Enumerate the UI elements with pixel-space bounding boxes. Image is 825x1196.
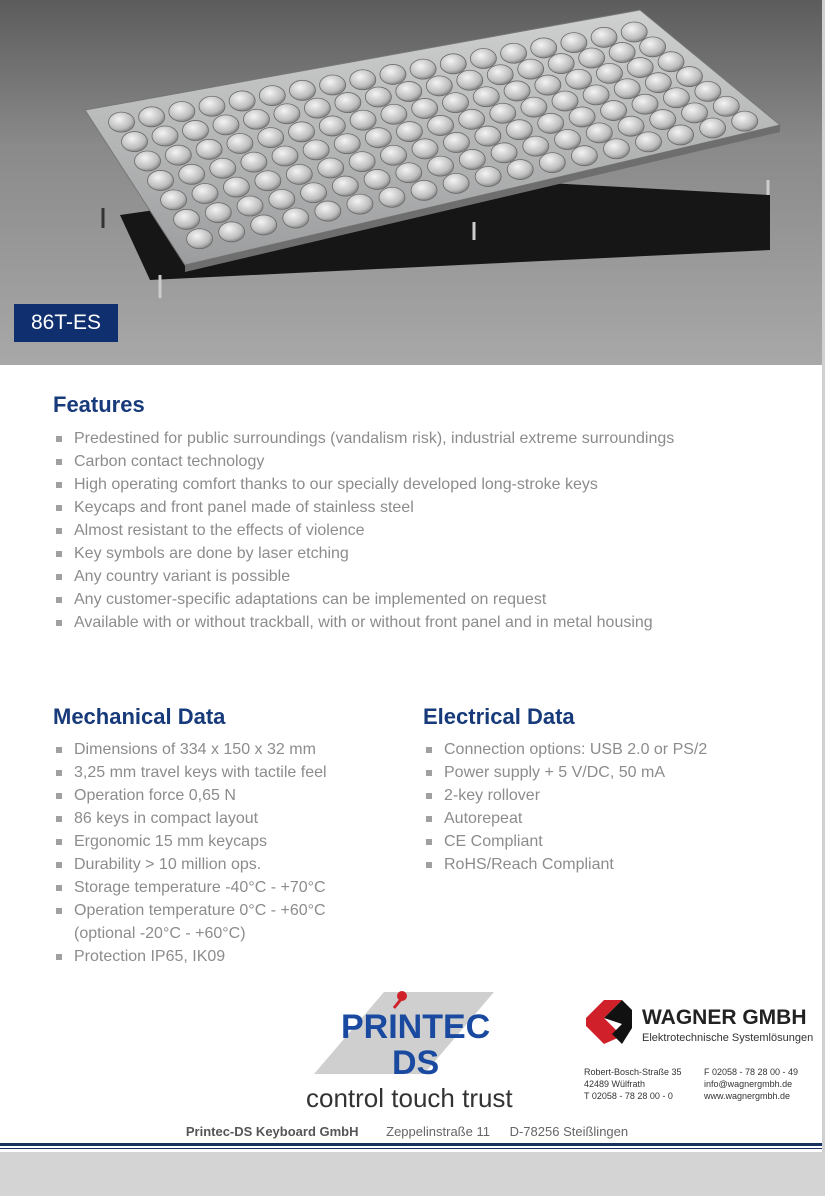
keycap <box>475 126 501 146</box>
feature-item: Any customer-specific adaptations can be implemented on request <box>54 588 804 611</box>
printec-name: PRINTEC <box>341 1008 491 1046</box>
mechanical-item: Storage temperature -40°C - +70°C <box>54 876 394 899</box>
keycap <box>518 59 544 79</box>
keycap <box>561 33 587 53</box>
keycap <box>440 54 466 74</box>
feature-item: Available with or without trackball, with or without front panel and in metal housing <box>54 611 804 634</box>
features-list <box>54 427 804 634</box>
feature-item: High operating comfort thanks to our specially developed long-stroke keys <box>54 473 804 496</box>
keycap <box>349 152 375 172</box>
keycap <box>213 115 239 135</box>
keycap <box>365 87 391 107</box>
feature-item: Carbon contact technology <box>54 450 804 473</box>
keycap <box>548 54 574 74</box>
keycap <box>396 81 422 101</box>
keycap <box>632 94 658 114</box>
keycap <box>614 79 640 99</box>
keycap <box>601 101 627 121</box>
keycap <box>586 123 612 143</box>
keycap <box>658 52 684 72</box>
keycap <box>192 184 218 204</box>
keycap <box>531 38 557 58</box>
keycap <box>627 58 653 78</box>
mechanical-item: Operation temperature 0°C - +60°C <box>54 899 394 922</box>
keycap <box>161 190 187 210</box>
keycap <box>732 111 758 131</box>
keycap <box>303 140 329 160</box>
keycap <box>411 180 437 200</box>
keycap <box>490 103 516 123</box>
mechanical-item: (optional -20°C - +60°C) <box>74 925 246 942</box>
feature-item: Any country variant is possible <box>54 565 804 588</box>
wagner-contact <box>704 1066 798 1102</box>
keycap <box>443 132 469 152</box>
keycap <box>428 156 454 176</box>
wagner-phone: T 02058 - 78 28 00 - 0 <box>584 1091 673 1101</box>
keycap <box>539 153 565 173</box>
wagner-fax: F 02058 - 78 28 00 - 49 <box>704 1067 799 1077</box>
keycap <box>243 109 269 129</box>
keycap <box>381 104 407 124</box>
keycap <box>507 160 533 180</box>
keycap <box>491 143 517 163</box>
company-address-line <box>0 1124 822 1139</box>
keycap <box>583 85 609 105</box>
keycap <box>459 149 485 169</box>
mechanical-item: Ergonomic 15 mm keycaps <box>54 830 394 853</box>
keycap <box>347 194 373 214</box>
keycap <box>219 222 245 242</box>
keycap <box>566 69 592 89</box>
keycap <box>139 107 165 127</box>
keycap <box>428 115 454 135</box>
keycap <box>650 110 676 130</box>
keycap <box>523 136 549 156</box>
keycap <box>315 201 341 221</box>
keycap <box>241 152 267 172</box>
keycap <box>442 93 468 113</box>
keycap <box>700 118 726 138</box>
keycap <box>286 164 312 184</box>
keycap <box>609 42 635 62</box>
keycap <box>320 75 346 95</box>
mechanical-item: Operation force 0,65 N <box>54 784 394 807</box>
electrical-list <box>424 738 804 876</box>
keycap <box>269 189 295 209</box>
keycap <box>199 96 225 116</box>
keycap <box>148 170 174 190</box>
wagner-city: 42489 Wülfrath <box>584 1079 646 1089</box>
keycap <box>332 176 358 196</box>
keycap <box>473 87 499 107</box>
keycap <box>187 229 213 249</box>
keycap <box>379 187 405 207</box>
keycap <box>259 86 285 106</box>
keycap <box>668 125 694 145</box>
keycap <box>470 49 496 69</box>
electrical-item: Power supply + 5 V/DC, 50 mA <box>424 761 804 784</box>
keycap <box>182 120 208 140</box>
features-title: Features <box>53 392 145 417</box>
keycap <box>196 139 222 159</box>
keycap <box>335 93 361 113</box>
keycap <box>535 75 561 95</box>
keycap <box>334 134 360 154</box>
keycap <box>663 88 689 108</box>
wagner-subtitle: Elektrotechnische Systemlösungen <box>642 1032 814 1044</box>
electrical-item: Autorepeat <box>424 807 804 830</box>
keycap <box>174 209 200 229</box>
keycap <box>475 166 501 186</box>
keycap <box>555 130 581 150</box>
keycap <box>443 173 469 193</box>
keycap <box>396 163 422 183</box>
mechanical-title: Mechanical Data <box>53 704 226 729</box>
keycap <box>227 133 253 153</box>
keycap <box>109 112 135 132</box>
keycap <box>318 158 344 178</box>
mechanical-item: Dimensions of 334 x 150 x 32 mm <box>54 738 394 761</box>
electrical-item: CE Compliant <box>424 830 804 853</box>
keycap <box>569 107 595 127</box>
keycap <box>223 177 249 197</box>
keycap <box>396 122 422 142</box>
printec-ds: DS <box>392 1044 440 1082</box>
keycap <box>304 98 330 118</box>
keycap <box>380 64 406 84</box>
electrical-item: RoHS/Reach Compliant <box>424 853 804 876</box>
keycap <box>552 91 578 111</box>
keycap <box>165 145 191 165</box>
wagner-email[interactable]: info@wagnergmbh.de <box>704 1079 793 1089</box>
keycap <box>319 116 345 136</box>
footer-rule <box>0 1143 822 1146</box>
feature-item: Predestined for public surroundings (vandalism risk), industrial extreme surroundings <box>54 427 804 450</box>
keycap <box>521 97 547 117</box>
keycap <box>283 208 309 228</box>
keycap <box>621 22 647 42</box>
keycap <box>538 113 564 133</box>
keycap <box>579 48 605 68</box>
keycap <box>272 146 298 166</box>
keycap <box>152 126 178 146</box>
mechanical-list <box>54 738 394 968</box>
mechanical-item: Durability > 10 million ops. <box>54 853 394 876</box>
feature-item: Almost resistant to the effects of violence <box>54 519 804 542</box>
keycap <box>237 196 263 216</box>
keycap <box>381 145 407 165</box>
keycap <box>289 80 315 100</box>
keycap <box>487 65 513 85</box>
keycap <box>205 203 231 223</box>
keycap <box>635 132 661 152</box>
keycap <box>618 116 644 136</box>
footer-company: Printec-DS Keyboard GmbH <box>185 1124 359 1139</box>
keycap <box>591 27 617 47</box>
keycap <box>676 67 702 87</box>
keycap <box>210 158 236 178</box>
keycap <box>274 104 300 124</box>
footer-street: Zeppelinstraße 11 <box>386 1124 490 1139</box>
keycap <box>682 103 708 123</box>
keycap <box>255 171 281 191</box>
keycap <box>179 164 205 184</box>
feature-item: Key symbols are done by laser etching <box>54 542 804 565</box>
keycap <box>426 76 452 96</box>
keycap <box>457 70 483 90</box>
keycap <box>506 120 532 140</box>
keycap <box>640 37 666 57</box>
keycap <box>289 122 315 142</box>
keycap <box>350 70 376 90</box>
printec-tagline: control touch trust <box>306 1083 513 1113</box>
keycap <box>122 132 148 152</box>
keycap <box>135 151 161 171</box>
wagner-emblem <box>586 1000 632 1044</box>
keycap <box>713 96 739 116</box>
feature-item: Keycaps and front panel made of stainless steel <box>54 496 804 519</box>
keycap <box>571 146 597 166</box>
mechanical-item: 3,25 mm travel keys with tactile feel <box>54 761 394 784</box>
keycap <box>412 139 438 159</box>
keycap <box>596 63 622 83</box>
model-badge: 86T-ES <box>14 304 118 342</box>
keycap <box>229 91 255 111</box>
keycap <box>251 215 277 235</box>
keyboard-illustration <box>0 0 825 365</box>
wagner-address <box>584 1066 682 1102</box>
electrical-item: 2-key rollover <box>424 784 804 807</box>
keycap <box>695 81 721 101</box>
mechanical-item: Protection IP65, IK09 <box>54 945 394 968</box>
keycap <box>350 110 376 130</box>
product-photo <box>0 0 825 365</box>
keycap <box>412 98 438 118</box>
keycap <box>410 59 436 79</box>
keycap <box>364 169 390 189</box>
keycap <box>645 73 671 93</box>
wagner-web[interactable]: www.wagnergmbh.de <box>704 1091 791 1101</box>
wagner-name: WAGNER GMBH <box>642 1006 807 1029</box>
keycap <box>365 128 391 148</box>
keycap <box>459 109 485 129</box>
keycap <box>301 183 327 203</box>
wagner-street: Robert-Bosch-Straße 35 <box>584 1067 682 1077</box>
keycap <box>603 139 629 159</box>
keycap <box>501 43 527 63</box>
footer-rule-thin <box>0 1148 822 1149</box>
keycap <box>258 128 284 148</box>
footer-bar <box>0 1152 825 1196</box>
keycap <box>169 102 195 122</box>
mechanical-item: 86 keys in compact layout <box>54 807 394 830</box>
printec-logo <box>306 990 526 1115</box>
electrical-item: Connection options: USB 2.0 or PS/2 <box>424 738 804 761</box>
keycap <box>504 81 530 101</box>
electrical-title: Electrical Data <box>423 704 575 729</box>
footer-city: D-78256 Steißlingen <box>509 1124 629 1139</box>
